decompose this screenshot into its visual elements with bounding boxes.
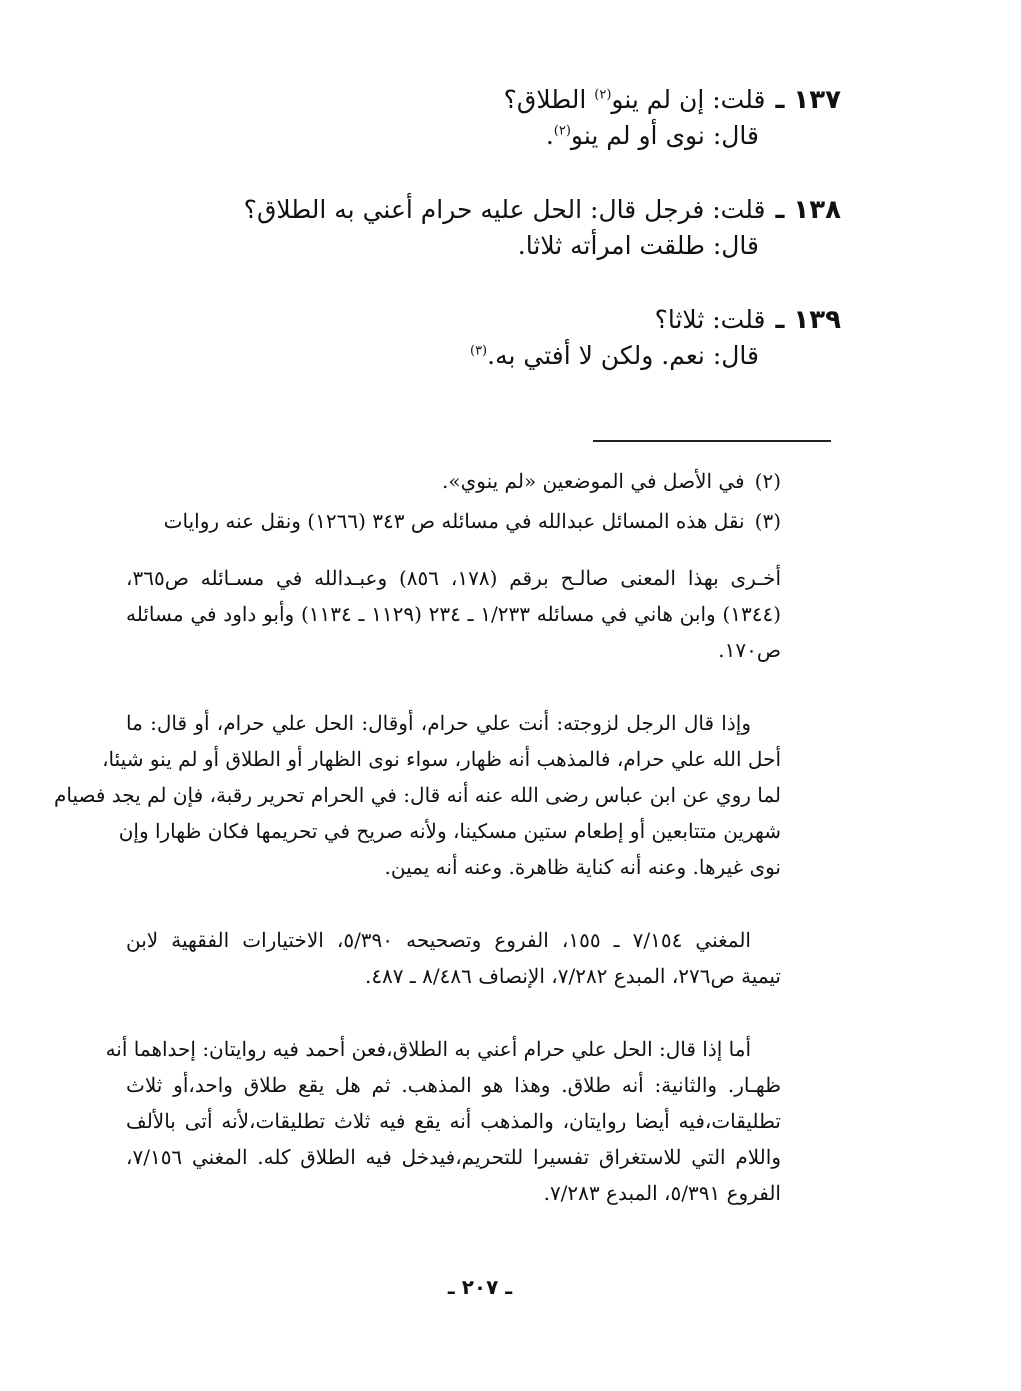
text-line: ص١٧٠.: [718, 638, 781, 662]
footnote-text: نقل هذه المسائل عبدالله في مسائله ص ٣٤٣ (١٢٦٦) ونقل عنه روايات: [163, 509, 745, 533]
text-line: المغني ٧/١٥٤ ـ ١٥٥، الفروع وتصحيحه ٥/٣٩٠، الاختيارات الفقهية لابن: [126, 928, 751, 952]
footnote-ref: (٢): [553, 123, 571, 139]
qa-entry-139: [221, 302, 841, 374]
qa-entry-138: [221, 192, 841, 264]
text-line: أما إذا قال: الحل علي حرام أعني به الطلاق،فعن أحمد فيه روايتان: إحداهما أنه: [105, 1037, 751, 1061]
footnote-ref: (٢): [594, 87, 612, 103]
footnote-marker: (٣): [754, 509, 781, 533]
footnote-text: في الأصل في الموضعين «لم ينوي».: [442, 469, 745, 493]
entry-number: ١٣٨ ـ: [775, 195, 841, 225]
footnote-marker: (٢): [754, 469, 781, 493]
footnote-continuation: [126, 560, 781, 668]
question-text-end: الطلاق؟: [503, 85, 595, 114]
entry-number: ١٣٩ ـ: [775, 305, 841, 335]
footnote-2: [141, 466, 781, 496]
text-line: ظهـار. والثانية: أنه طلاق. وهذا هو المذهب. ثم هل يقع طلاق واحد،أو ثلاث: [126, 1073, 781, 1097]
question-text: قلت: إن لم ينو: [611, 85, 766, 114]
answer-line: [221, 228, 841, 264]
question-text: قلت: ثلاثا؟: [654, 305, 766, 334]
text-line: أحل الله علي حرام، فالمذهب أنه ظهار، سواء نوى الظهار أو الطلاق أو لم ينو شيئا،: [102, 747, 781, 771]
commentary-paragraph: [105, 1031, 781, 1211]
footnote-ref: (٣): [469, 343, 488, 359]
qa-entry-137: [221, 82, 841, 154]
text-line: تطليقات،فيه أيضا روايتان، والمذهب أنه يقع فيه ثلاث تطليقات،لأنه أتى بالألف: [126, 1109, 781, 1133]
entry-number: ١٣٧ ـ: [775, 85, 841, 115]
answer-text: قال: نوى أو لم ينو: [570, 121, 759, 150]
text-line: لما روي عن ابن عباس رضى الله عنه أنه قال: في الحرام تحرير رقبة، فإن لم يجد فصيام: [54, 783, 781, 807]
text-line: أخـرى بهذا المعنى صالـح برقم (١٧٨، ٨٥٦) وعبـدالله في مسـائله ص٣٦٥،: [126, 566, 781, 590]
answer-text-end: .: [545, 121, 554, 150]
text-line: (١٣٤٤) وابن هاني في مسائله ١/٢٣٣ ـ ٢٣٤ (١١٢٩ ـ ١١٣٤) وأبو داود في مسائله: [126, 602, 781, 626]
page-number: ـ ٢٠٧ ـ: [447, 1275, 513, 1299]
text-line: الفروع ٥/٣٩١، المبدع ٧/٢٨٣.: [543, 1181, 781, 1205]
text-line: شهرين متتابعين أو إطعام ستين مسكينا، ولأنه صريح في تحريمها فكان ظهارا وإن: [118, 819, 781, 843]
text-line: وإذا قال الرجل لزوجته: أنت علي حرام، أوقال: الحل علي حرام، أو قال: ما: [126, 711, 751, 735]
question-text: قلت: فرجل قال: الحل عليه حرام أعني به الطلاق؟: [243, 195, 766, 224]
answer-text: قال: طلقت امرأته ثلاثا.: [517, 231, 759, 260]
footnote-3: [141, 506, 781, 536]
question-line: [221, 192, 841, 228]
question-line: [221, 82, 841, 118]
question-line: [221, 302, 841, 338]
references-paragraph: [126, 922, 781, 994]
answer-text: قال: نعم. ولكن لا أفتي به.: [487, 341, 759, 370]
text-line: نوى غيرها. وعنه أنه كناية ظاهرة. وعنه أنه يمين.: [384, 855, 781, 879]
text-line: واللام التي للاستغراق تفسيرا للتحريم،فيدخل فيه الطلاق كله. المغني ٧/١٥٦،: [126, 1145, 781, 1169]
footnote-separator: [593, 440, 831, 442]
answer-line: [221, 338, 841, 374]
answer-line: [221, 118, 841, 154]
text-line: تيمية ص٢٧٦، المبدع ٧/٢٨٢، الإنصاف ٨/٤٨٦ ـ ٤٨٧.: [364, 964, 781, 988]
commentary-paragraph: [54, 705, 781, 885]
